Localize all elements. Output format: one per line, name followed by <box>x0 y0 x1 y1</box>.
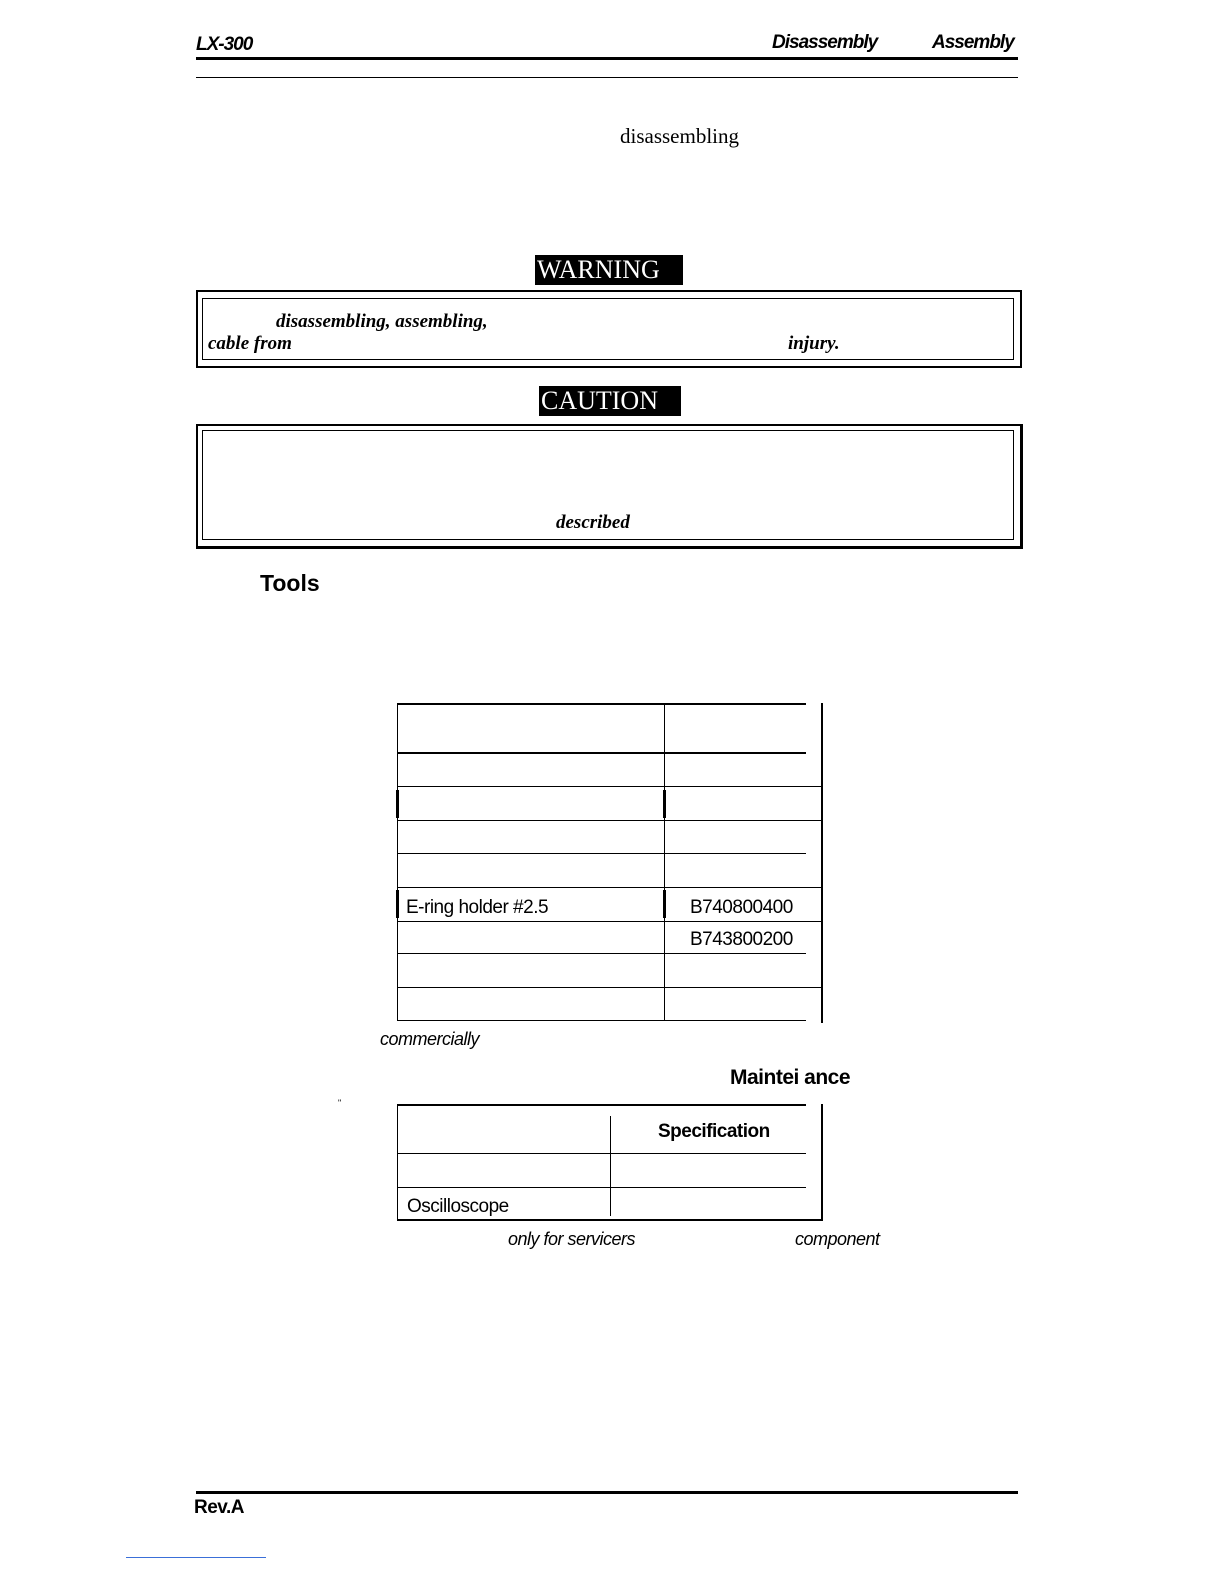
warning-line1: disassembling, assembling, <box>276 311 488 332</box>
header-section-right: Assembly <box>932 32 1014 53</box>
warning-label: WARNING <box>535 255 683 285</box>
footer-link-underline <box>126 1557 266 1558</box>
maintenance-row-oscilloscope: Oscilloscope <box>407 1196 509 1217</box>
footer-rule <box>196 1491 1018 1494</box>
maintenance-footnote-b: component <box>795 1229 880 1249</box>
header-model: LX-300 <box>196 34 253 55</box>
warning-line2-a: cable from <box>208 333 292 354</box>
header-rule-thick <box>196 57 1018 60</box>
footer-revision: Rev.A <box>194 1497 244 1518</box>
caution-label: CAUTION <box>539 386 681 416</box>
tools-heading: Tools <box>260 570 320 596</box>
maintenance-heading: Maintei ance <box>730 1066 851 1089</box>
maintenance-mark: " <box>338 1098 342 1108</box>
tools-row-e-ring-code: B740800400 <box>690 897 793 918</box>
header-section-left: Disassembly <box>772 32 878 53</box>
intro-text: disassembling <box>620 124 739 148</box>
header-rule-thin <box>196 77 1018 78</box>
maintenance-spec-header: Specification <box>658 1121 770 1142</box>
warning-line2-b: injury. <box>788 333 840 354</box>
caution-text: described <box>556 512 630 533</box>
tools-footnote: commercially <box>380 1029 480 1049</box>
maintenance-footnote-a: only for servicers <box>508 1229 636 1249</box>
tools-row-e-ring-name: E-ring holder #2.5 <box>406 897 549 918</box>
tools-row-7-code: B743800200 <box>690 929 793 950</box>
